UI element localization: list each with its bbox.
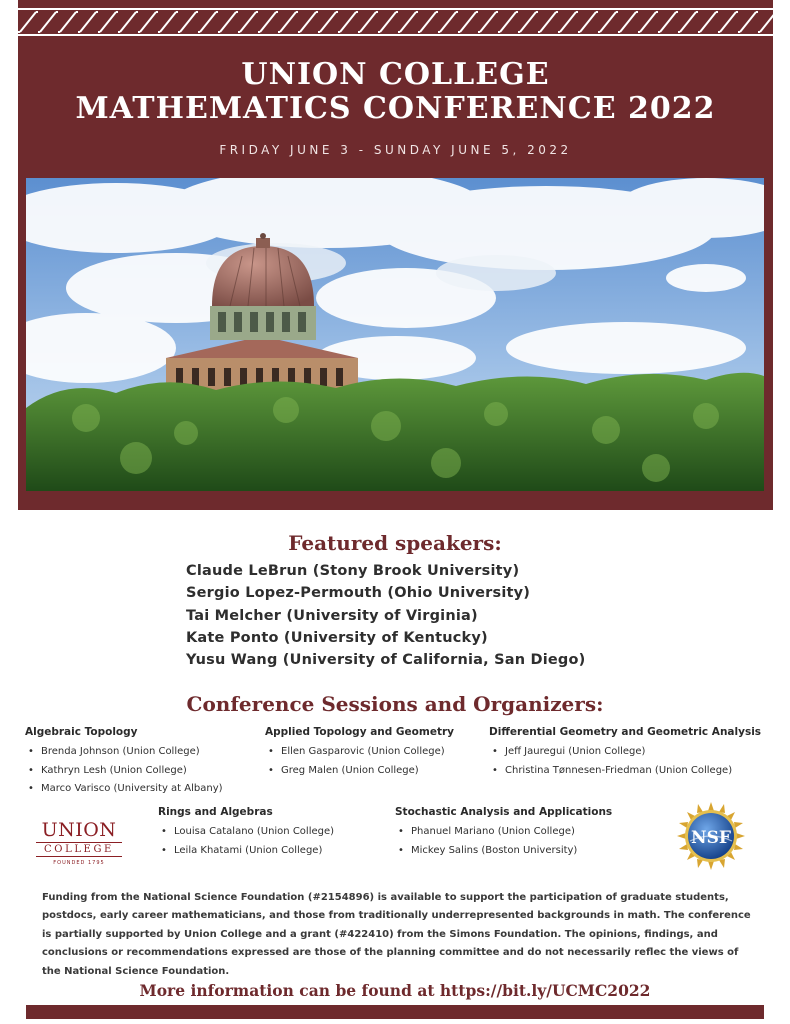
session-rings-algebras	[158, 806, 334, 860]
sessions-heading: Conference Sessions and Organizers:	[186, 692, 604, 716]
union-logo-line-1: UNION	[41, 819, 117, 841]
session-title: Rings and Algebras	[158, 806, 273, 818]
speaker-item: Sergio Lopez-Permouth (Ohio University)	[186, 585, 531, 602]
organizer-item: • Kathryn Lesh (Union College)	[25, 762, 223, 781]
organizer-item: • Ellen Gasparovic (Union College)	[265, 743, 454, 762]
speaker-item: Claude LeBrun (Stony Brook University)	[186, 563, 520, 579]
featured-speakers-heading: Featured speakers:	[288, 531, 502, 555]
featured-speakers-list	[186, 560, 746, 671]
organizer-item: • Mickey Salins (Boston University)	[395, 842, 612, 861]
session-differential-geometry	[489, 726, 761, 780]
zigzag-pattern	[18, 10, 773, 34]
session-title: Applied Topology and Geometry	[265, 726, 454, 738]
session-applied-topology	[265, 726, 454, 780]
zigzag-border	[18, 8, 773, 36]
organizer-item: • Leila Khatami (Union College)	[158, 842, 334, 861]
nott-memorial-illustration	[26, 178, 764, 491]
session-title: Algebraic Topology	[25, 726, 138, 738]
organizer-item: • Phanuel Mariano (Union College)	[395, 823, 612, 842]
speaker-item: Kate Ponto (University of Kentucky)	[186, 629, 488, 646]
nsf-seal-icon	[676, 801, 746, 871]
speaker-item: Yusu Wang (University of California, San Diego)	[186, 652, 586, 669]
organizer-item: • Marco Varisco (University at Albany)	[25, 780, 223, 799]
conference-title	[18, 58, 773, 126]
nsf-logo	[676, 801, 746, 871]
funding-statement: Funding from the National Science Foundation (#2154896) is available to support the participation of graduate students, postdocs, early career mathematicians, and those from traditionally underrepresented backgrounds in math. The conference is partially supported by Union College and a grant (#422410) from the Simons Foundation. The opinions, findings, and conclusions or recommendations expressed are those of the planning committee and do not necessarily reflec the views of the National Science Foundation.	[42, 892, 751, 977]
title-line-1: UNION COLLEGE	[241, 57, 550, 92]
session-stochastic-analysis	[395, 806, 612, 860]
union-college-logo	[36, 820, 122, 866]
title-line-2: MATHEMATICS CONFERENCE 2022	[75, 91, 716, 126]
organizer-item: • Jeff Jauregui (Union College)	[489, 743, 761, 762]
nsf-logo-text: NSF	[691, 828, 731, 848]
union-logo-line-3: FOUNDED 1795	[53, 860, 105, 866]
session-title: Stochastic Analysis and Applications	[395, 806, 613, 818]
organizer-item: • Louisa Catalano (Union College)	[158, 823, 334, 842]
organizer-item: • Christina Tønnesen-Friedman (Union College)	[489, 762, 761, 781]
session-algebraic-topology	[25, 726, 223, 799]
organizer-item: • Brenda Johnson (Union College)	[25, 743, 223, 762]
conference-dates: FRIDAY JUNE 3 - SUNDAY JUNE 5, 2022	[219, 143, 572, 157]
union-logo-line-2: COLLEGE	[36, 842, 122, 857]
footer-bar	[26, 1005, 764, 1019]
organizer-item: • Greg Malen (Union College)	[265, 762, 454, 781]
session-title: Differential Geometry and Geometric Analysis	[489, 726, 762, 738]
more-info-link[interactable]: More information can be found at https://bit.ly/UCMC2022	[139, 981, 651, 1000]
header-photo	[26, 178, 764, 491]
speaker-item: Tai Melcher (University of Virginia)	[186, 607, 478, 624]
